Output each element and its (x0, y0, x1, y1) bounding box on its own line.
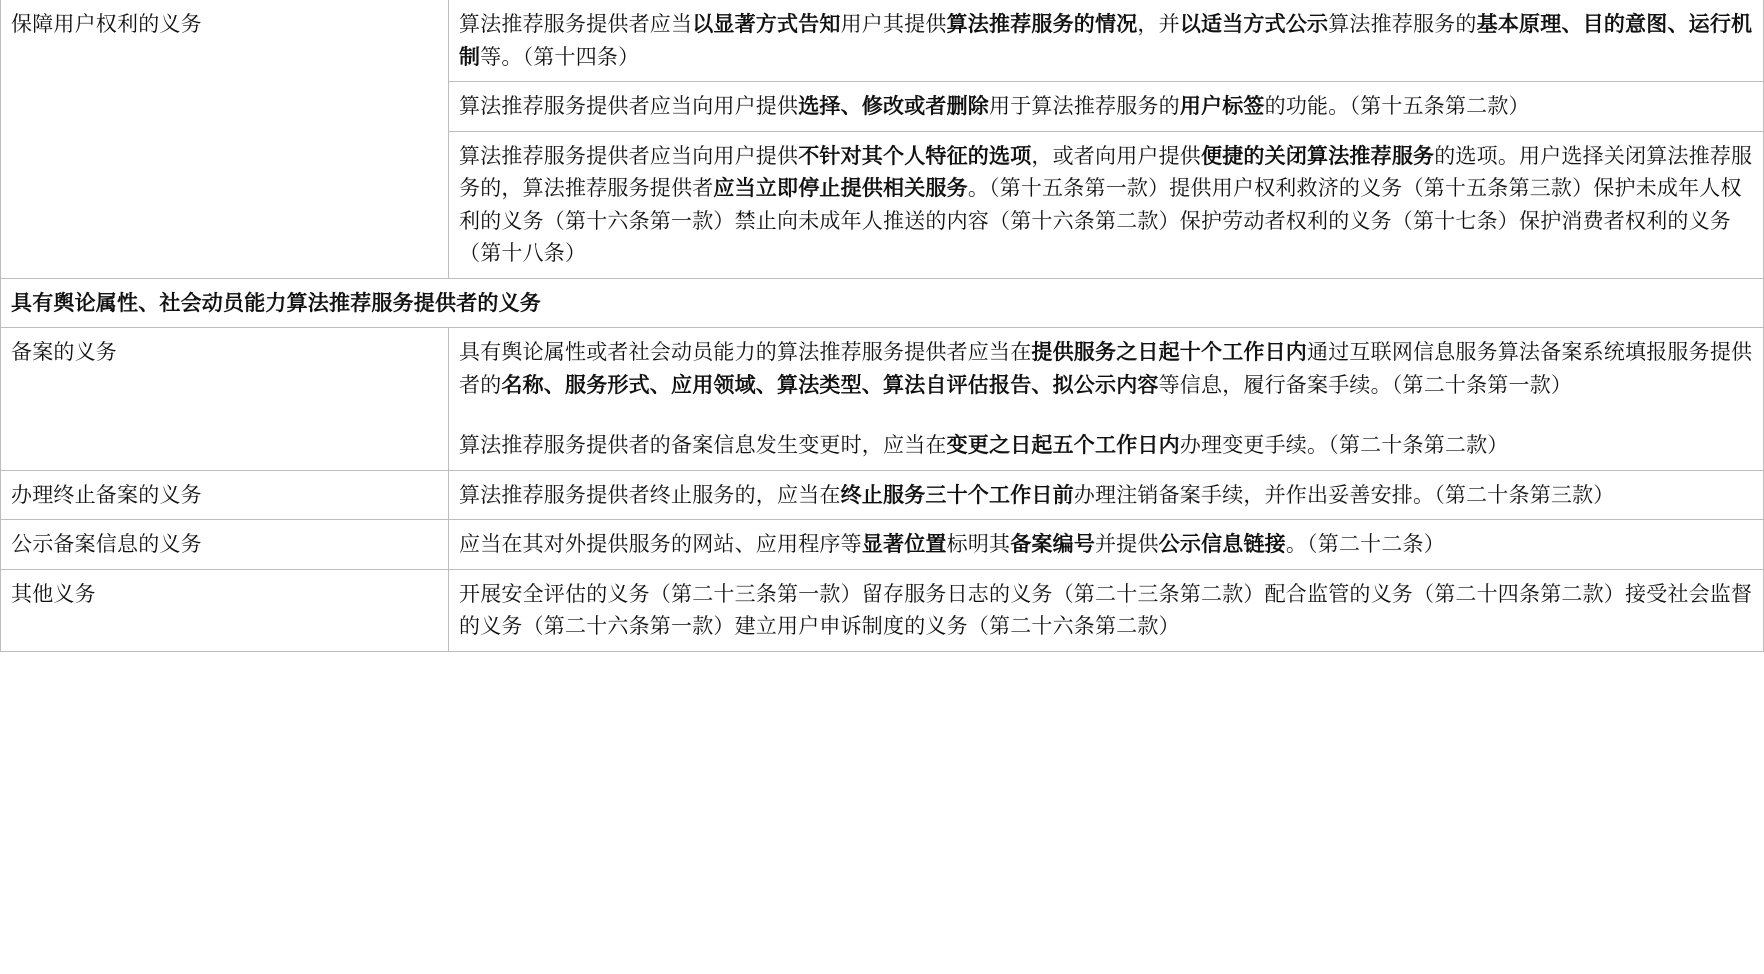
row-label-filing: 备案的义务 (1, 328, 449, 471)
cell-user-rights-2: 算法推荐服务提供者应当向用户提供选择、修改或者删除用于算法推荐服务的用户标签的功能。（第十五条第二款） (449, 82, 1764, 132)
row-label-user-rights: 保障用户权利的义务 (1, 0, 449, 278)
table-row (1, 520, 1764, 570)
filing-paragraph-2: 算法推荐服务提供者的备案信息发生变更时，应当在变更之日起五个工作日内办理变更手续。（第二十条第二款） (459, 433, 1509, 457)
table-row (1, 569, 1764, 651)
table-row (1, 328, 1764, 471)
section-header: 具有舆论属性、社会动员能力算法推荐服务提供者的义务 (1, 278, 1764, 328)
row-label-publicize: 公示备案信息的义务 (1, 520, 449, 570)
row-label-other: 其他义务 (1, 569, 449, 651)
table-row (1, 470, 1764, 520)
cell-publicize: 应当在其对外提供服务的网站、应用程序等显著位置标明其备案编号并提供公示信息链接。（第二十二条） (449, 520, 1764, 570)
table-row (1, 0, 1764, 82)
filing-paragraph-1: 具有舆论属性或者社会动员能力的算法推荐服务提供者应当在提供服务之日起十个工作日内通过互联网信息服务算法备案系统填报服务提供者的名称、服务形式、应用领域、算法类型、算法自评估报告、拟公示内容等信息，履行备案手续。（第二十条第一款） (459, 340, 1753, 397)
cell-filing (449, 328, 1764, 471)
cell-user-rights-3: 算法推荐服务提供者应当向用户提供不针对其个人特征的选项，或者向用户提供便捷的关闭算法推荐服务的选项。用户选择关闭算法推荐服务的，算法推荐服务提供者应当立即停止提供相关服务。（第十五条第一款）提供用户权利救济的义务（第十五条第三款）保护未成年人权利的义务（第十六条第一款）禁止向未成年人推送的内容（第十六条第二款）保护劳动者权利的义务（第十七条）保护消费者权利的义务（第十八条） (449, 131, 1764, 278)
cell-other: 开展安全评估的义务（第二十三条第一款）留存服务日志的义务（第二十三条第二款）配合监管的义务（第二十四条第二款）接受社会监督的义务（第二十六条第一款）建立用户申诉制度的义务（第二十六条第二款） (449, 569, 1764, 651)
paragraph-gap (459, 401, 1753, 429)
row-label-termination: 办理终止备案的义务 (1, 470, 449, 520)
table-row (1, 278, 1764, 328)
cell-termination: 算法推荐服务提供者终止服务的，应当在终止服务三十个工作日前办理注销备案手续，并作出妥善安排。（第二十条第三款） (449, 470, 1764, 520)
cell-user-rights-1: 算法推荐服务提供者应当以显著方式告知用户其提供算法推荐服务的情况，并以适当方式公示算法推荐服务的基本原理、目的意图、运行机制等。（第十四条） (449, 0, 1764, 82)
